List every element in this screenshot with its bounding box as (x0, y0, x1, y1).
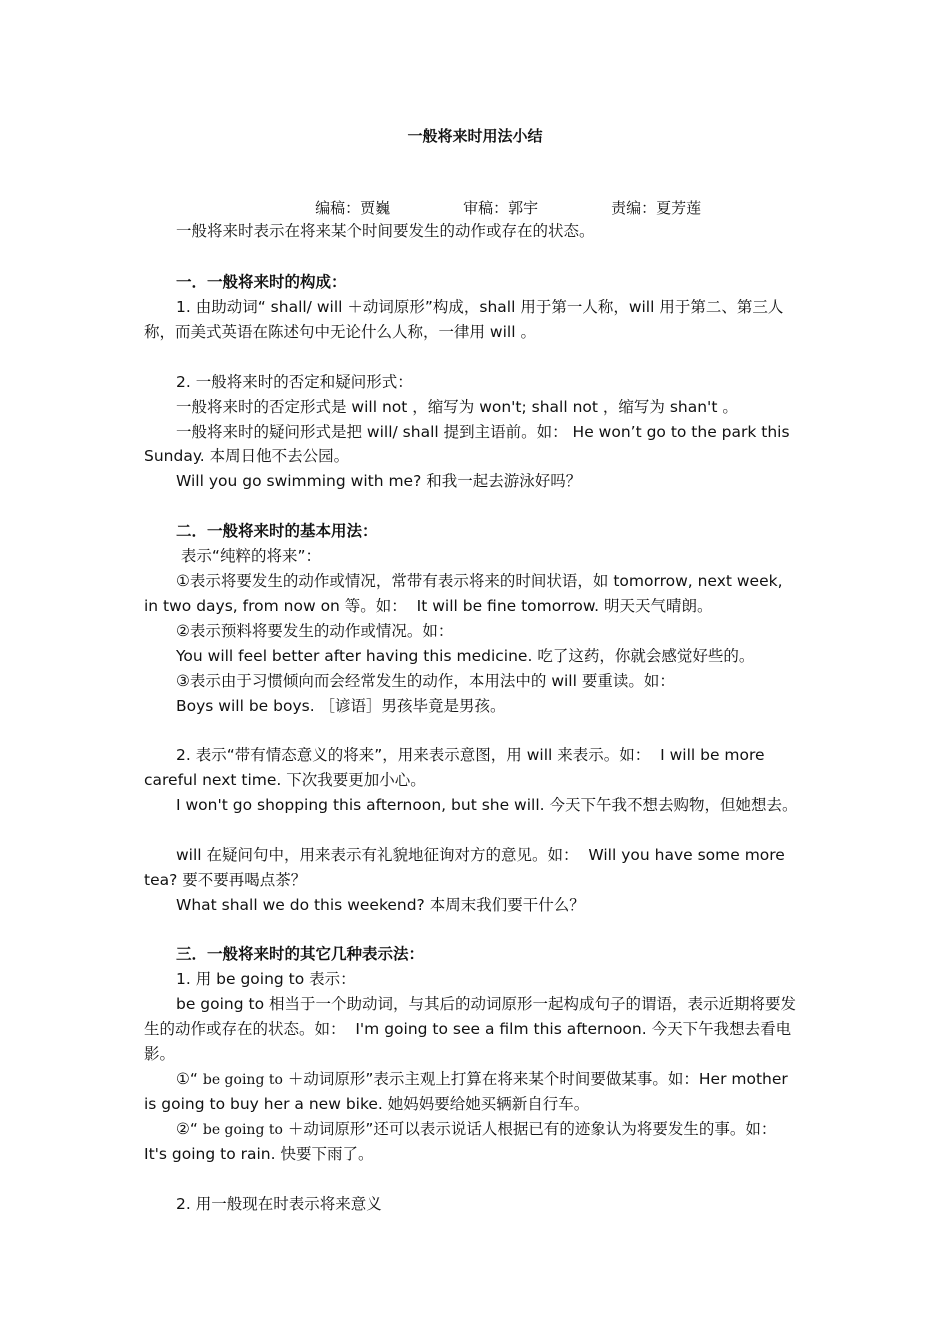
paragraph-line (176, 1117, 776, 1143)
paragraph-line: 表示“纯粹的将来”： (176, 547, 321, 565)
paragraph-line: will 在疑问句中，用来表示有礼貌地征询对方的意见。如： Will you have some more (176, 846, 785, 864)
line-prefix: ①“ (176, 1070, 203, 1088)
document-title: 一般将来时用法小结 (407, 127, 543, 145)
serif-phrase: be going to (202, 1122, 283, 1138)
paragraph-line: 2. 一般将来时的否定和疑问形式： (176, 373, 413, 391)
section-heading-1: 一．一般将来时的构成： (176, 273, 347, 291)
paragraph-line: 一般将来时的疑问形式是把 will/ shall 提到主语前。如： He won’t go to the park this (176, 423, 790, 441)
paragraph-line: is going to buy her a new bike. 她妈妈要给她买辆新自行车。 (144, 1095, 590, 1113)
example-line: Boys will be boys. ［谚语］男孩毕竟是男孩。 (176, 697, 506, 715)
line-prefix: ②“ (176, 1120, 203, 1138)
line-rest: ＋动词原形”表示主观上打算在将来某个时间要做某事。如：Her mother (282, 1070, 788, 1088)
example-line: Will you go swimming with me? 和我一起去游泳好吗？ (176, 472, 582, 490)
paragraph-line: Sunday. 本周日他不去公园。 (144, 447, 350, 465)
paragraph-line: 2. 用一般现在时表示将来意义 (176, 1195, 382, 1213)
paragraph-line: 一般将来时的否定形式是 will not ，缩写为 won't; shall not ，缩写为 shan't 。 (176, 398, 738, 416)
paragraph-line: careful next time. 下次我要更加小心。 (144, 771, 426, 789)
paragraph-line: 2. 表示“带有情态意义的将来”，用来表示意图，用 will 来表示。如： I will be more (176, 746, 765, 764)
paragraph-line: ③表示由于习惯倾向而会经常发生的动作，本用法中的 will 要重读。如： (176, 672, 675, 690)
section-heading-2: 二．一般将来时的基本用法： (176, 522, 378, 540)
example-line: I won't go shopping this afternoon, but she will. 今天下午我不想去购物，但她想去。 (176, 796, 798, 814)
paragraph-line (176, 1067, 788, 1093)
example-line: What shall we do this weekend? 本周末我们要干什么？ (176, 896, 585, 914)
paragraph-line: 生的动作或存在的状态。如： I'm going to see a film this afternoon. 今天下午我想去看电 (144, 1020, 792, 1038)
example-line: You will feel better after having this medicine. 吃了这药，你就会感觉好些的。 (176, 647, 755, 665)
paragraph-line: 1. 由助动词“ shall/ will ＋动词原形”构成，shall 用于第一人称，will 用于第二、第三人 (176, 298, 784, 316)
chief-editor-credit: 责编：夏芳莲 (611, 199, 702, 217)
line-rest: ＋动词原形”还可以表示说话人根据已有的迹象认为将要发生的事。如： (282, 1120, 777, 1138)
intro-paragraph: 一般将来时表示在将来某个时间要发生的动作或存在的状态。 (176, 222, 595, 240)
editor-credit: 编稿：贾巍 (315, 199, 391, 217)
section-heading-3: 三．一般将来时的其它几种表示法： (176, 945, 425, 963)
serif-phrase: be going to (202, 1072, 283, 1088)
paragraph-line: 称，而美式英语在陈述句中无论什么人称，一律用 will 。 (144, 323, 536, 341)
example-line: It's going to rain. 快要下雨了。 (144, 1145, 374, 1163)
paragraph-line: ①表示将要发生的动作或情况，常带有表示将来的时间状语，如 tomorrow, next week, (176, 572, 783, 590)
paragraph-line: 影。 (144, 1045, 176, 1063)
paragraph-line: be going to 相当于一个助动词，与其后的动词原形一起构成句子的谓语，表示近期将要发 (176, 995, 797, 1013)
paragraph-line: in two days, from now on 等。如： It will be fine tomorrow. 明天天气晴朗。 (144, 597, 713, 615)
paragraph-line: ②表示预料将要发生的动作或情况。如： (176, 622, 454, 640)
paragraph-line: 1. 用 be going to 表示： (176, 970, 356, 988)
paragraph-line: tea? 要不要再喝点茶？ (144, 871, 307, 889)
reviewer-credit: 审稿：郭宇 (463, 199, 539, 217)
